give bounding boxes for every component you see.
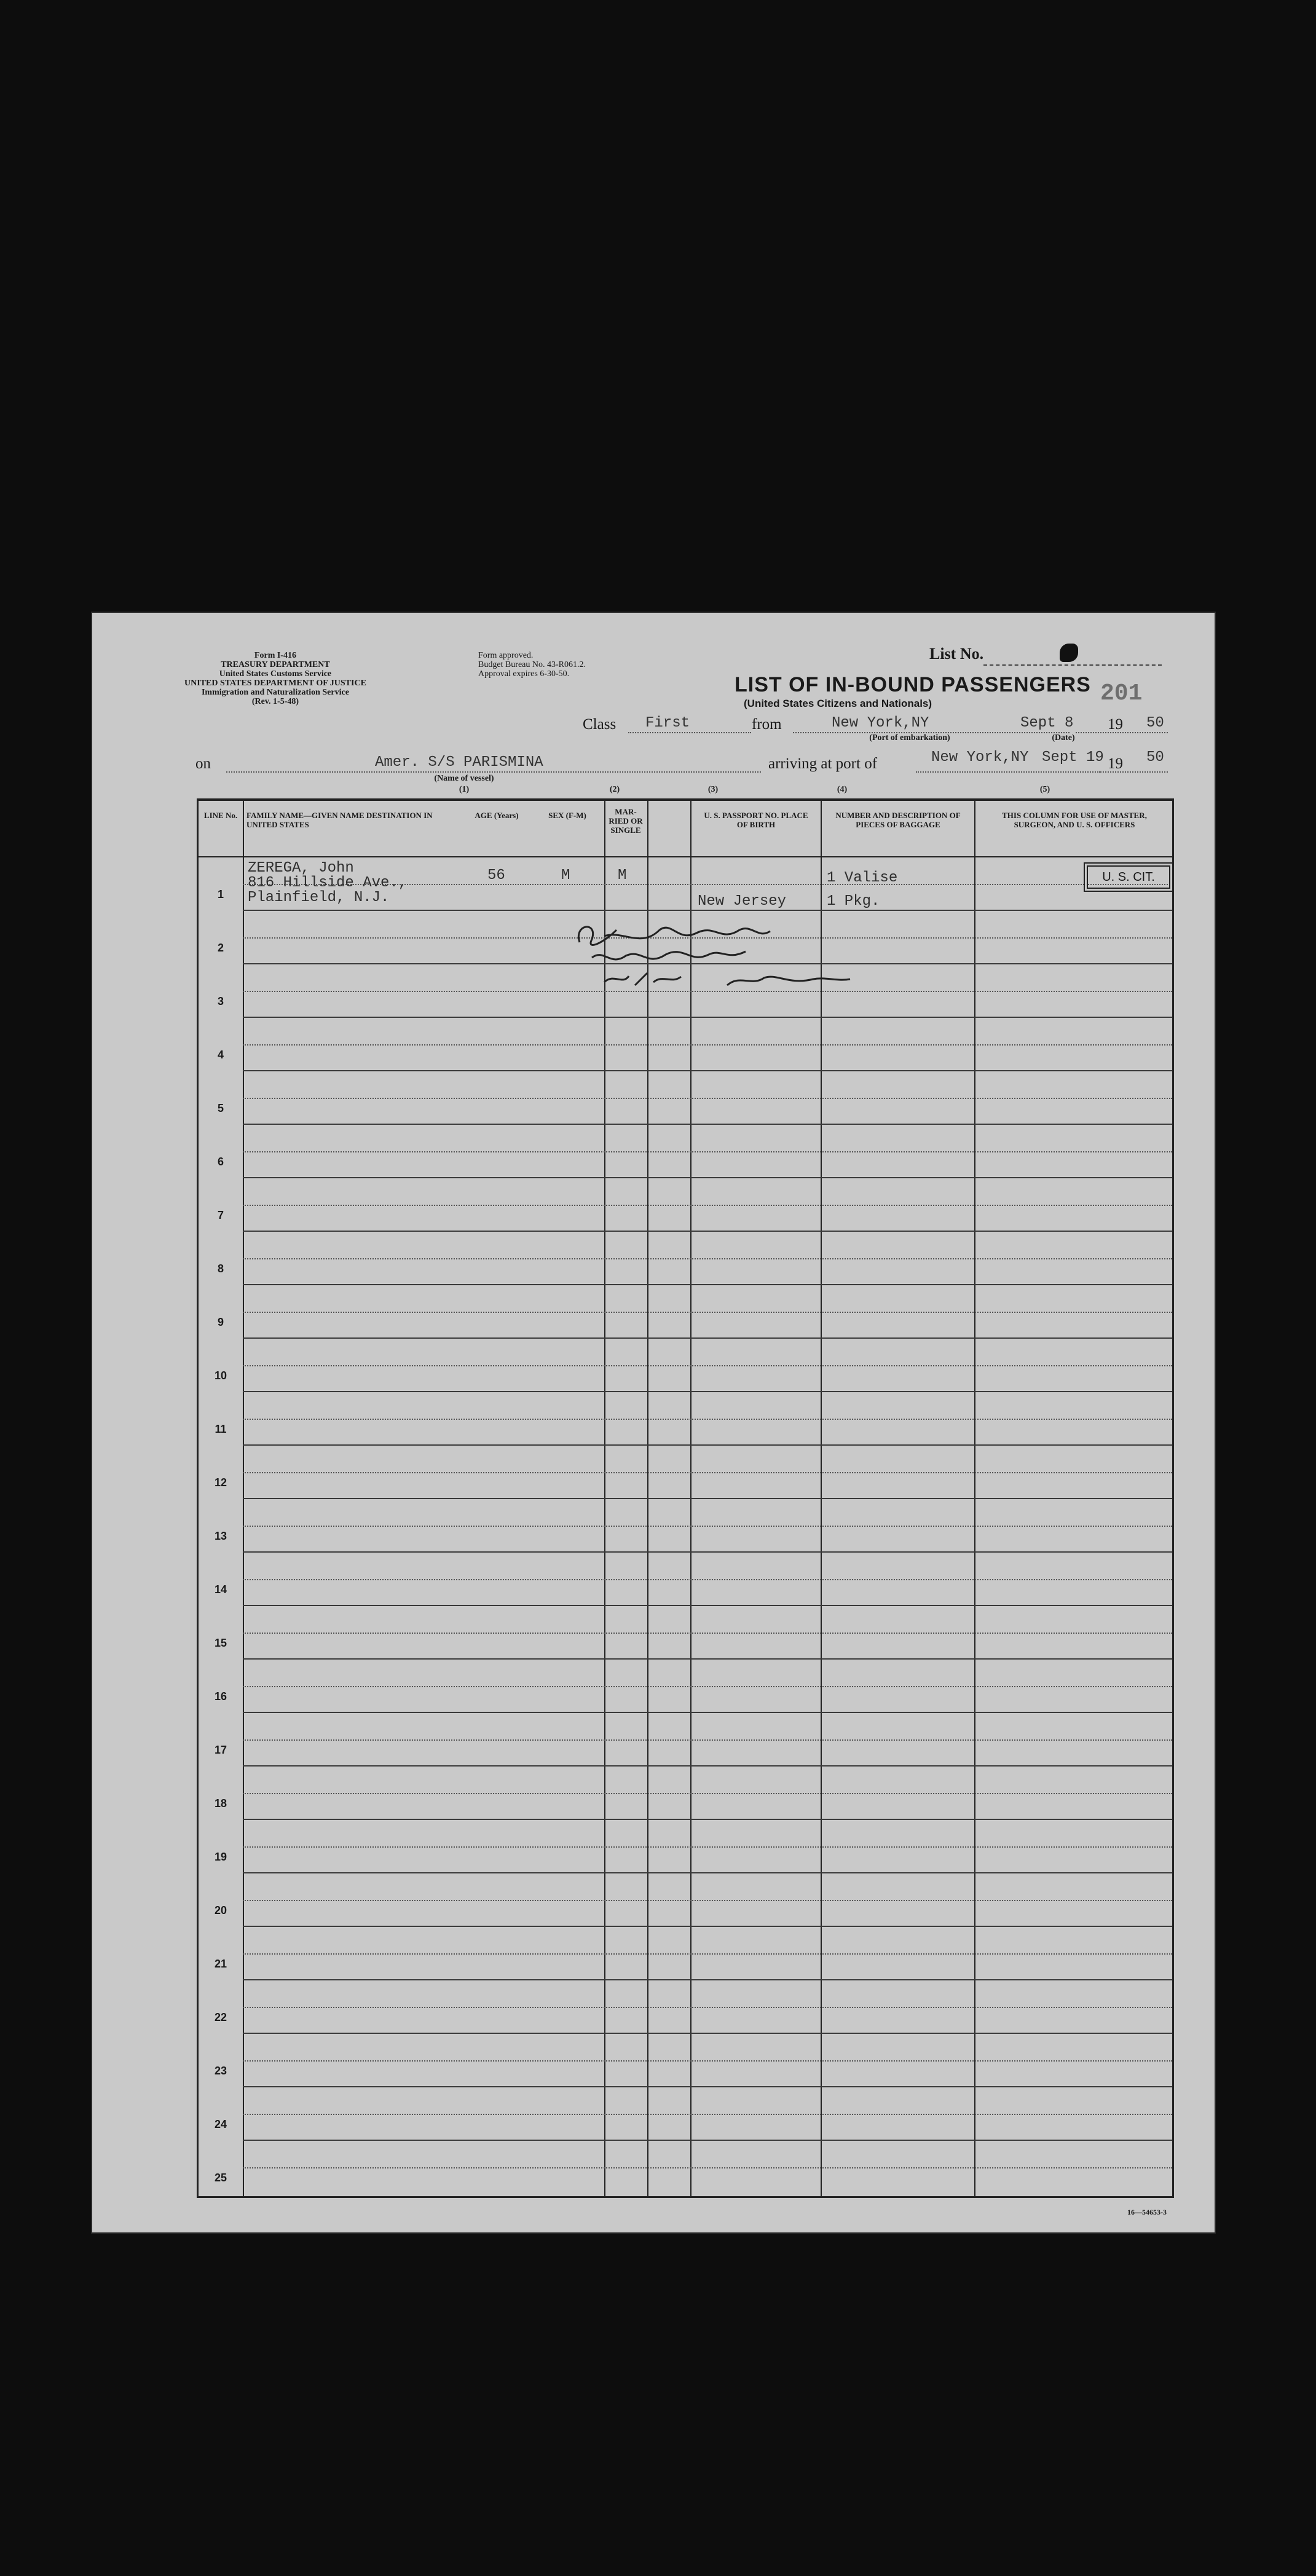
row-rule xyxy=(243,1926,1172,1927)
row-rule xyxy=(243,1151,1172,1152)
year-embark-value: 50 xyxy=(1146,715,1164,731)
list-no-value: 201 xyxy=(1100,680,1143,707)
approval-line: Form approved. xyxy=(478,651,534,660)
revision-date: (Rev. 1-5-48) xyxy=(251,697,299,706)
row-rule xyxy=(243,1231,1172,1232)
row-rule xyxy=(243,1391,1172,1392)
arriving-label: arriving at port of xyxy=(768,755,878,772)
line-number: 1 xyxy=(217,888,224,900)
approval-line: Approval expires 6-30-50. xyxy=(478,669,570,679)
row-rule xyxy=(243,1979,1172,1980)
line-number: 22 xyxy=(214,2011,227,2023)
line-number: 18 xyxy=(214,1797,227,1810)
row-rule xyxy=(243,2060,1172,2062)
row-rule xyxy=(243,2114,1172,2115)
line-number: 16 xyxy=(214,1690,227,1703)
header-name-destination: FAMILY NAME—GIVEN NAME DESTINATION IN UNITED STATES xyxy=(246,811,433,829)
form-approval-block xyxy=(478,651,586,679)
year-arrival-value: 50 xyxy=(1146,749,1164,766)
row-rule xyxy=(243,1526,1172,1527)
header-line-no: LINE No. xyxy=(203,811,238,820)
row-rule xyxy=(243,1846,1172,1848)
date-arrival-fill-line xyxy=(1100,771,1168,773)
row-rule xyxy=(243,1177,1172,1178)
agency-line: United States Customs Service xyxy=(219,669,332,679)
passenger-address-street: 816 Hillside Ave., xyxy=(248,875,408,891)
passenger-sex: M xyxy=(561,867,570,884)
line-number: 8 xyxy=(217,1262,224,1275)
class-fill-line xyxy=(628,732,751,733)
line-number: 14 xyxy=(214,1583,227,1596)
row-rule xyxy=(243,1337,1172,1339)
passenger-age: 56 xyxy=(487,867,505,884)
passenger-address-city: Plainfield, N.J. xyxy=(248,889,390,906)
row-rule xyxy=(243,1312,1172,1313)
form-footer-code: 16—54653-3 xyxy=(1127,2208,1167,2216)
header-passport: U. S. PASSPORT NO. PLACE OF BIRTH xyxy=(704,811,808,829)
line-number: 2 xyxy=(217,942,224,954)
row-rule xyxy=(243,1819,1172,1820)
agency-line: Immigration and Naturalization Service xyxy=(201,688,349,697)
row-rule xyxy=(243,1633,1172,1634)
vessel-caption: (Name of vessel) xyxy=(434,774,494,783)
approval-line: Budget Bureau No. 43-R061.2. xyxy=(478,660,586,669)
row-rule xyxy=(243,1017,1172,1018)
passenger-name: ZEREGA, John xyxy=(248,860,354,876)
list-no-label: List No. xyxy=(929,645,984,663)
column-number-3: (3) xyxy=(707,785,719,794)
class-value: First xyxy=(645,715,690,731)
row-rule xyxy=(243,1872,1172,1873)
class-label: Class xyxy=(583,716,617,733)
date-arrival-value: Sept 19 xyxy=(1042,749,1104,766)
port-arrival-fill-line xyxy=(916,771,1100,773)
header-age: AGE (Years) xyxy=(475,811,519,820)
year-prefix-arrival: 19 xyxy=(1108,755,1123,772)
row-rule xyxy=(243,1765,1172,1767)
line-number: 6 xyxy=(217,1156,224,1168)
row-rule xyxy=(243,2033,1172,2034)
row-rule xyxy=(243,1739,1172,1741)
row-rule xyxy=(243,1658,1172,1660)
line-number: 23 xyxy=(214,2065,227,2077)
row-rule xyxy=(243,2007,1172,2008)
list-no-line xyxy=(983,664,1162,666)
agency-line: UNITED STATES DEPARTMENT OF JUSTICE xyxy=(184,679,366,688)
row-rule xyxy=(243,1900,1172,1901)
line-number: 19 xyxy=(214,1851,227,1863)
row-rule xyxy=(243,1793,1172,1794)
handwritten-signature xyxy=(567,918,856,998)
port-embark-value: New York,NY xyxy=(832,715,929,731)
row-rule xyxy=(243,1258,1172,1259)
line-number: 17 xyxy=(214,1744,227,1756)
row-rule xyxy=(243,1284,1172,1285)
line-number: 9 xyxy=(217,1316,224,1328)
date-embark-value: Sept 8 xyxy=(1020,715,1074,731)
line-number: 20 xyxy=(214,1904,227,1916)
row-rule xyxy=(243,1686,1172,1687)
passenger-married: M xyxy=(618,867,627,884)
port-embark-caption: (Port of embarkation) xyxy=(869,733,950,742)
row-rule xyxy=(243,910,1172,911)
row-rule xyxy=(243,1124,1172,1125)
row-rule xyxy=(243,2086,1172,2087)
header-baggage: NUMBER AND DESCRIPTION OF PIECES OF BAGGAGE xyxy=(835,811,961,829)
row-rule xyxy=(243,1098,1172,1099)
vessel-value: Amer. S/S PARISMINA xyxy=(375,754,543,771)
line-number: 7 xyxy=(217,1209,224,1221)
line-number: 25 xyxy=(214,2172,227,2184)
column-number-5: (5) xyxy=(1039,785,1050,794)
year-prefix-embark: 19 xyxy=(1108,716,1123,733)
column-number-1: (1) xyxy=(459,785,470,794)
line-number: 24 xyxy=(214,2118,227,2130)
ink-mark xyxy=(1060,644,1078,662)
baggage-valise: 1 Valise xyxy=(827,870,898,886)
row-rule xyxy=(243,1472,1172,1473)
row-rule xyxy=(243,1205,1172,1206)
passenger-birthplace: New Jersey xyxy=(698,893,787,910)
header-sex: SEX (F-M) xyxy=(548,811,586,820)
row-rule xyxy=(243,2167,1172,2168)
row-rule xyxy=(243,1419,1172,1420)
agency-line: TREASURY DEPARTMENT xyxy=(221,660,330,669)
line-number: 10 xyxy=(214,1369,227,1382)
line-number: 4 xyxy=(217,1049,224,1061)
line-number: 3 xyxy=(217,995,224,1007)
header-married: MAR-RIED OR SINGLE xyxy=(609,807,643,835)
row-rule xyxy=(243,1070,1172,1071)
row-rule xyxy=(243,1044,1172,1046)
line-number: 11 xyxy=(215,1423,227,1435)
citizen-stamp: U. S. CIT. xyxy=(1084,862,1173,892)
vessel-fill-line xyxy=(226,771,761,773)
row-rule xyxy=(243,1605,1172,1606)
row-rule xyxy=(243,1444,1172,1446)
header-officers: THIS COLUMN FOR USE OF MASTER, SURGEON, AND U. S. OFFICERS xyxy=(1002,811,1147,829)
date-caption: (Date) xyxy=(1052,733,1075,742)
column-number-2: (2) xyxy=(609,785,620,794)
line-number: 13 xyxy=(214,1530,227,1542)
on-label: on xyxy=(195,755,211,772)
manifest-sheet xyxy=(92,613,1215,2232)
baggage-package: 1 Pkg. xyxy=(827,893,880,910)
page-subtitle: (United States Citizens and Nationals) xyxy=(744,698,932,709)
line-number: 12 xyxy=(214,1476,227,1489)
row-rule xyxy=(243,1498,1172,1499)
row-rule xyxy=(243,2140,1172,2141)
port-arrival-value: New York,NY xyxy=(931,749,1029,766)
line-number: 21 xyxy=(214,1958,227,1970)
line-number: 15 xyxy=(214,1637,227,1649)
from-label: from xyxy=(752,716,782,733)
row-rule xyxy=(243,1365,1172,1366)
form-number: Form I-416 xyxy=(254,651,296,660)
header-separator xyxy=(199,856,1172,857)
row-rule xyxy=(243,1712,1172,1713)
row-rule xyxy=(243,1579,1172,1580)
line-number: 5 xyxy=(217,1102,224,1114)
row-rule xyxy=(243,1551,1172,1553)
column-number-4: (4) xyxy=(837,785,848,794)
form-agency-block xyxy=(184,651,366,706)
page-title: LIST OF IN-BOUND PASSENGERS xyxy=(735,673,1091,696)
row-rule xyxy=(243,1953,1172,1955)
passenger-table xyxy=(197,798,1174,2198)
